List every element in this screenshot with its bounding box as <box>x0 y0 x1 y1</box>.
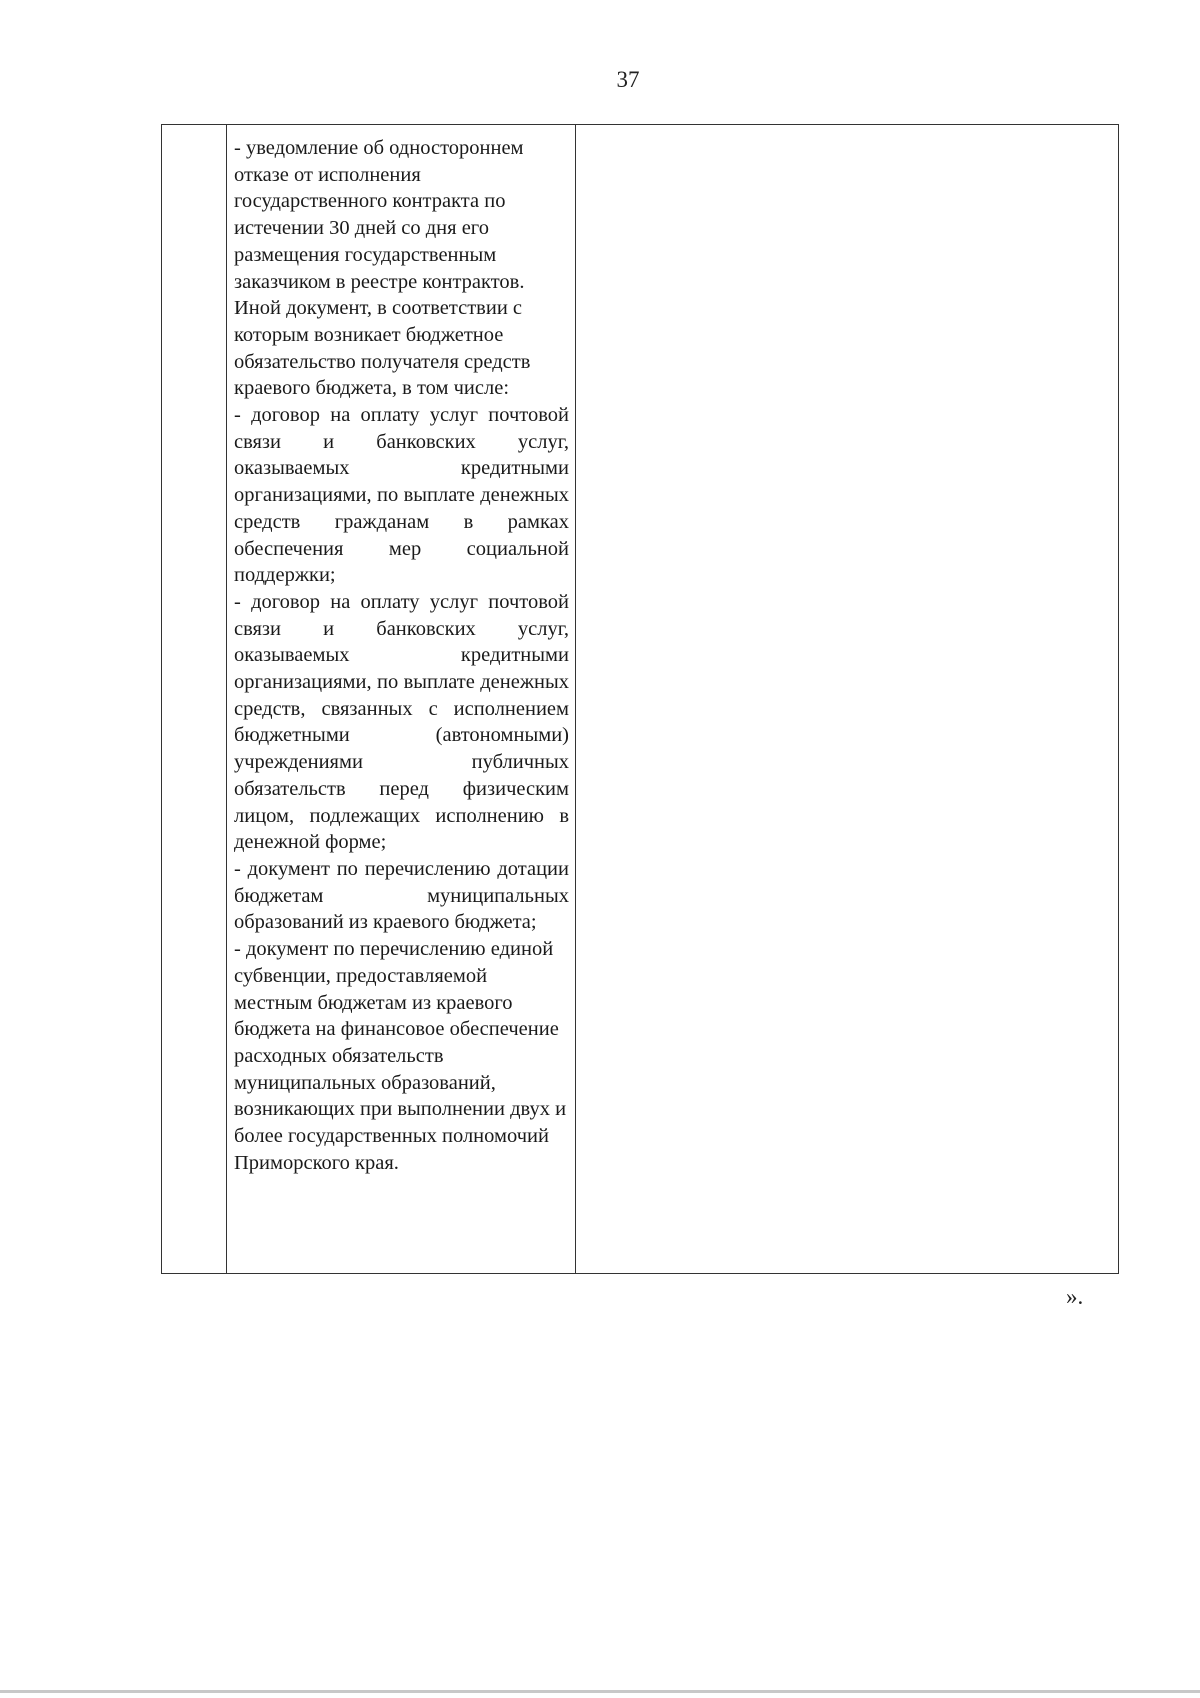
documents-text <box>227 125 575 1176</box>
paragraph-postal-contract-public: - договор на оплату услуг почтовой связи и банковских услуг, оказываемых кредитными организациями, по выплате денежных средств, связанных с исполнением бюджетными (автономными) учреждениями публичных обязательств перед физическим лицом, подлежащих исполнению в денежной форме; <box>234 590 569 854</box>
scan-edge-line <box>0 1690 1200 1693</box>
table-row <box>162 125 1119 1274</box>
paragraph-postal-contract-social: - договор на оплату услуг почтовой связи и банковских услуг, оказываемых кредитными организациями, по выплате денежных средств гражданам в рамках обеспечения мер социальной поддержки; <box>234 404 569 587</box>
table-cell-number <box>162 125 227 1274</box>
paragraph-other-document: Иной документ, в соответствии с которым возникает бюджетное обязательство получателя средств краевого бюджета, в том числе: <box>234 297 531 400</box>
paragraph-dotation: - документ по перечислению дотации бюджетам муниципальных образований из краевого бюджета; <box>234 857 569 934</box>
paragraph-notice: - уведомление об одностороннем отказе от исполнения государственного контракта по истечении 30 дней со дня его размещения государственным заказчиком в реестре контрактов. <box>234 137 525 293</box>
closing-quote-mark: ». <box>1066 1284 1084 1309</box>
document-table <box>161 124 1119 1274</box>
paragraph-subvention: - документ по перечислению единой субвенции, предоставляемой местным бюджетам из краевого бюджета на финансовое обеспечение расходных обязательств муниципальных образований, возникающих при выполнении двух и более государственных полномочий Приморского края. <box>234 938 567 1174</box>
table-cell-documents <box>227 125 576 1274</box>
page-number: 37 <box>616 67 640 92</box>
table-cell-empty <box>576 125 1119 1274</box>
